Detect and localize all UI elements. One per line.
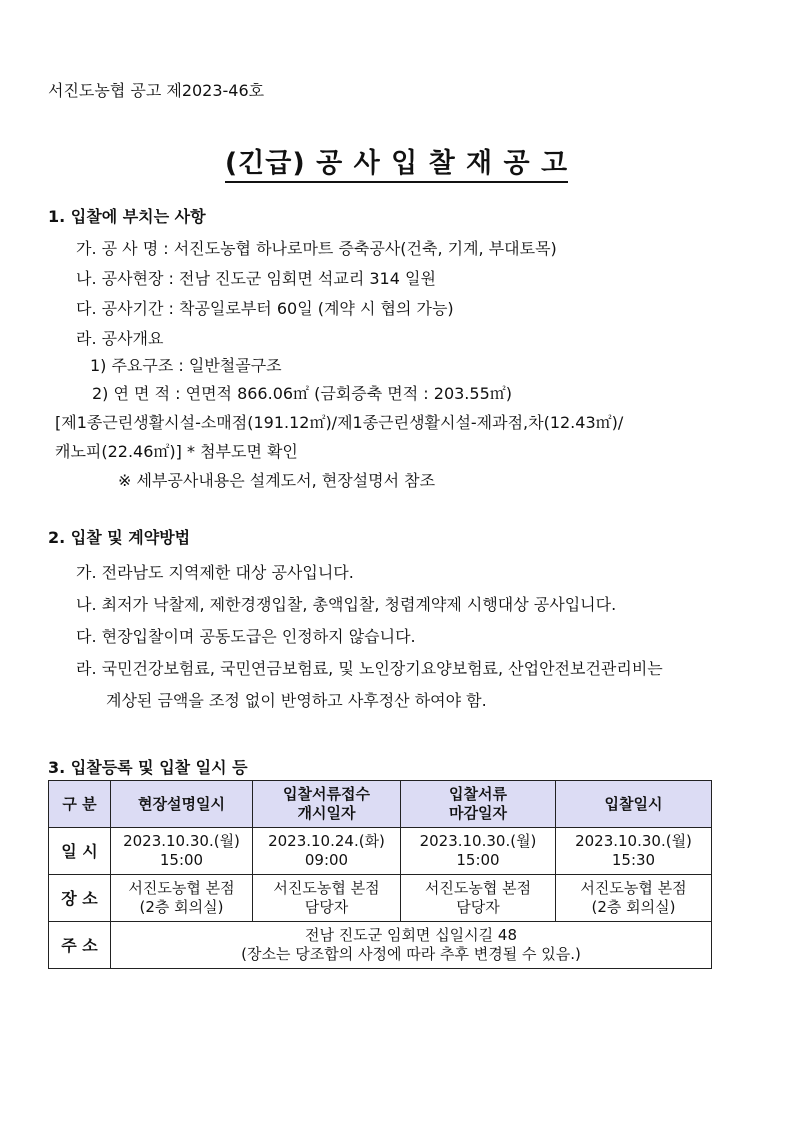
section2-item-1: 가. 전라남도 지역제한 대상 공사입니다. xyxy=(76,563,354,582)
header-bid-date: 입찰일시 xyxy=(556,781,712,828)
table-header-row xyxy=(49,781,712,828)
table-row-datetime xyxy=(49,828,712,875)
place-cell: 서진도농협 본점 담당자 xyxy=(253,875,401,922)
row-label-datetime: 일 시 xyxy=(49,828,111,875)
section1-sub-2: 2) 연 면 적 : 연면적 866.06㎡ (금회증축 면적 : 203.55㎡) xyxy=(92,384,512,403)
section1-item-4: 라. 공사개요 xyxy=(76,329,164,348)
section1-note: ※ 세부공사내용은 설계도서, 현장설명서 참조 xyxy=(118,471,436,490)
datetime-cell: 2023.10.30.(월) 15:30 xyxy=(556,828,712,875)
header-doc-close: 입찰서류 마감일자 xyxy=(401,781,556,828)
datetime-cell: 2023.10.30.(월) 15:00 xyxy=(401,828,556,875)
page-title xyxy=(0,141,793,180)
row-label-place: 장 소 xyxy=(49,875,111,922)
row-label-address: 주 소 xyxy=(49,922,111,969)
datetime-cell: 2023.10.24.(화) 09:00 xyxy=(253,828,401,875)
header-site-briefing: 현장설명일시 xyxy=(111,781,253,828)
section1-item-3: 다. 공사기간 : 착공일로부터 60일 (계약 시 협의 가능) xyxy=(76,299,454,318)
section2-item-2: 나. 최저가 낙찰제, 제한경쟁입찰, 총액입찰, 청렴계약제 시행대상 공사입니다. xyxy=(76,595,617,614)
table-row-place xyxy=(49,875,712,922)
section2-item-3: 다. 현장입찰이며 공동도급은 인정하지 않습니다. xyxy=(76,627,416,646)
section1-detail-line-2: 캐노피(22.46㎡)] * 첨부도면 확인 xyxy=(55,442,298,461)
address-cell xyxy=(111,922,712,969)
section3-heading: 3. 입찰등록 및 입찰 일시 등 xyxy=(48,758,248,777)
place-cell: 서진도농협 본점 (2층 회의실) xyxy=(111,875,253,922)
section1-item-2: 나. 공사현장 : 전남 진도군 임회면 석교리 314 일원 xyxy=(76,269,436,288)
section2-heading: 2. 입찰 및 계약방법 xyxy=(48,528,191,547)
place-cell: 서진도농협 본점 담당자 xyxy=(401,875,556,922)
datetime-cell: 2023.10.30.(월) 15:00 xyxy=(111,828,253,875)
place-cell: 서진도농협 본점 (2층 회의실) xyxy=(556,875,712,922)
header-doc-open: 입찰서류접수 개시일자 xyxy=(253,781,401,828)
header-category: 구 분 xyxy=(49,781,111,828)
section1-detail-line-1: [제1종근린생활시설-소매점(191.12㎡)/제1종근린생활시설-제과점,차(12.43㎡)/ xyxy=(55,413,624,432)
section1-item-1: 가. 공 사 명 : 서진도농협 하나로마트 증축공사(건축, 기계, 부대토목) xyxy=(76,239,557,258)
section2-item-4-cont: 계상된 금액을 조정 없이 반영하고 사후정산 하여야 함. xyxy=(106,691,487,710)
page-title-text: (긴급) 공 사 입 찰 재 공 고 xyxy=(225,148,568,183)
section1-sub-1: 1) 주요구조 : 일반철골구조 xyxy=(90,356,282,375)
address-line-1: 전남 진도군 임회면 십일시길 48 xyxy=(304,926,518,944)
address-line-2: (장소는 당조합의 사정에 따라 추후 변경될 수 있음.) xyxy=(241,945,581,963)
section1-heading: 1. 입찰에 부치는 사항 xyxy=(48,207,206,226)
notice-number: 서진도농협 공고 제2023-46호 xyxy=(48,81,265,100)
schedule-table xyxy=(48,780,712,969)
section2-item-4: 라. 국민건강보험료, 국민연금보험료, 및 노인장기요양보험료, 산업안전보건관리비는 xyxy=(76,659,663,678)
table-row-address xyxy=(49,922,712,969)
